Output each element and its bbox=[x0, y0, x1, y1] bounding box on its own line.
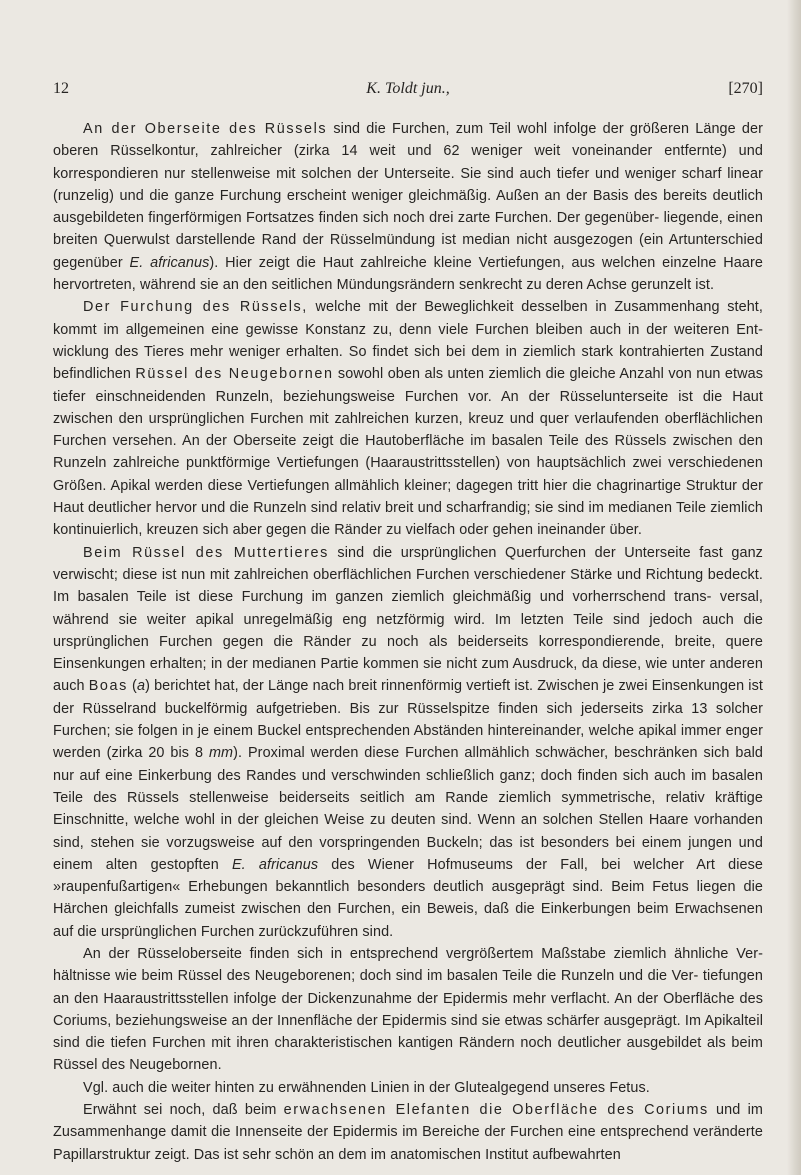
text-run: sind die ursprünglichen Querfurchen der Unterseite fast ganz verwischt; diese ist nun mit zahlreichen oberflächlichen Furchen verschiedener Stärke und Richtung bedeckt. Im basalen Teile ist diese Furchung im ganzen ziemlich gleichmäßig und vorherrschend trans- versal, während sie weiter apikal unregelmäßig eng netzförmig wird. Im letzten Teile sind jedoch auch die ursprünglichen Furchen gegen die Ränder zu noch als beiderseits korrespondierende, breite, quere Einsenkungen erhalten; in der medianen Partie kommen sie nicht zum Ausdruck, da diese, wie unter anderen auch bbox=[53, 544, 763, 695]
text-run: und im Zusammenhange damit die Innenseite der Epidermis im Bereiche der Furchen eine entsprechend veränderte Papillarstruktur zeigt. Das ist sehr schön an dem im anatomischen Institut aufbewahrten bbox=[53, 1102, 763, 1163]
italic-reference: a bbox=[136, 678, 146, 695]
text-run: An der Rüsseloberseite finden sich in entsprechend vergrößertem Maßstabe ziemlich ähnliche Ver- hältnisse wie beim Rüssel des Neugeborenen; doch sind im basalen Teile die Runzeln und die Ver- tiefungen an den Haaraustrittsstellen infolge der Dickenzunahme der Epidermis mehr verflacht. An der Oberfläche des Coriums, beziehungsweise an der Innenfläche der Epidermis sind sie etwas schärfer ausgeprägt. Im Apikalteil sind die tiefen Furchen mit ihren charakteristischen kantigen Rändern noch deutlicher ausgebildet als beim Rüssel des Neugebornen. bbox=[53, 945, 763, 1074]
running-head: K. Toldt jun., bbox=[366, 80, 450, 97]
italic-species: E. africanus bbox=[231, 856, 319, 873]
text-run: ) berichtet hat, der Länge nach breit rinnenförmig vertieft ist. Zwischen je zwei Einsenkungen ist der Rüsselrand buckelförmig aufgetrieben. Bis zur Rüsselspitze finden sich jederseits zirka 13 solcher Furchen; sie folgen in je einem Buckel entsprechenden Abständen hintereinander, welche apikal immer enger werden (zirka 20 bis 8 bbox=[53, 678, 763, 762]
text-run: sind die Furchen, zum Teil wohl infolge der größeren Länge der oberen Rüsselkontur, zahlreicher (zirka 14 weit und 62 weniger weit voneinander entfernte) und korrespondieren nur stellenweise mit solchen der Unterseite. Sie sind auch tiefer und weniger scharf linear (runzelig) und die ganze Furchung erscheint weniger gleichmäßig. Außen an der Basis des bereits deutlich ausgebildeten fingerförmigen Fortsatzes finden sich noch drei zarte Furchen. Der gegenüber- liegende, einen breiten Querwulst darstellende Rand der Rüsselmündung ist median nicht ausgezogen (ein Artunterschied gegenüber bbox=[53, 121, 764, 271]
spaced-emphasis: Rüssel des Neugebornen bbox=[135, 366, 334, 383]
paragraph-erwaehnt bbox=[53, 1099, 763, 1166]
text-run: welche mit der Beweglichkeit desselben in Zusammenhang steht, kommt im allgemeinen eine gewisse Konstanz zu, denn viele Furchen bleiben auch in der weiteren Ent- wicklung des Tieres mehr weniger erhalten. So findet sich bei dem in ziemlich stark kontrahierten Zustand befindlichen bbox=[53, 299, 763, 383]
original-page-number: [270] bbox=[728, 80, 763, 97]
page-header bbox=[53, 80, 763, 102]
paragraph-ruesseloberseite bbox=[53, 943, 763, 1077]
paragraph-oberseite bbox=[53, 118, 763, 296]
text-run: Vgl. auch die weiter hinten zu erwähnenden Linien in der Glutealgegend unseres Fetus. bbox=[83, 1079, 650, 1096]
paragraph-vgl bbox=[53, 1077, 763, 1099]
paragraph-furchung bbox=[53, 296, 763, 541]
spaced-emphasis: erwachsenen Elefanten die Oberfläche des Coriums bbox=[283, 1102, 709, 1119]
spaced-emphasis: Der Furchung des Rüssels, bbox=[83, 299, 308, 316]
body-text bbox=[53, 118, 763, 1166]
text-run: sowohl oben als unten ziemlich die gleiche Anzahl von nun etwas tiefer einschneidenden Runzeln, beziehungsweise Furchen vor. An der Rüsselunterseite ist die Haut zwischen den ursprünglichen Furchen mit zahlreichen kurzen, kreuz und quer verlaufenden oberflächlichen Furchen versehen. An der Oberseite zeigt die Hautoberfläche im basalen Teile des Rüssels zwischen den Runzeln zahlreiche punktförmige Vertiefungen (Haaraustrittsstellen) von hauptsächlich zwei verschiedenen Größen. Apikal werden diese Vertiefungen allmählich kleiner; dagegen tritt hier die chagrinartige Struktur der Haut deutlicher hervor und die Runzeln sind relativ breit und scharfrandig; sie sind im medianen Teile ziemlich kontinuierlich, kreuzen sich aber gegen die Ränder zu vielfach oder gehen ineinander über. bbox=[53, 366, 763, 539]
italic-species: E. africanus bbox=[129, 254, 210, 271]
text-run: ). Hier zeigt die Haut zahlreiche kleine Vertiefungen, aus welchen einzelne Haare hervortreten, während sie an den seitlichen Mündungsrändern senkrecht zu deren Achse gerunzelt ist. bbox=[53, 254, 764, 294]
paragraph-muttertier bbox=[53, 542, 763, 943]
italic-unit: mm bbox=[208, 745, 234, 762]
text-run: ). Proximal werden diese Furchen allmählich schwächer, beschränken sich bald nur auf eine Einkerbung des Randes und verschwinden schließlich ganz; doch finden sich auch im basalen Teile des Rüssels stellenweise beiderseits seitlich am Rande ziemlich symmetrische, relativ kräftige Einschnitte, welche wohl in der gleichen Weise zu deuten sind. Wenn an solchen Stellen Haare vorhanden sind, stehen sie vorzugsweise auf den vorspringenden Buckeln; das ist besonders bei einem jungen und einem alten gestopften bbox=[53, 745, 763, 873]
page-edge-shadow bbox=[787, 0, 801, 1175]
spaced-author: Boas bbox=[88, 678, 128, 695]
text-run: ( bbox=[127, 678, 137, 695]
text-run: Erwähnt sei noch, daß beim bbox=[83, 1102, 284, 1119]
text-run: des Wiener Hofmuseums der Fall, bei welcher Art diese »raupenfußartigen« Erhebungen bekanntlich besonders deutlich ausgeprägt sind. Beim Fetus liegen die Härchen gleichfalls zumeist zwischen den Furchen, ein Beweis, daß die Einkerbungen beim Erwachsenen auf die ursprünglichen Furchen zurückzuführen sind. bbox=[53, 856, 763, 940]
spaced-emphasis: An der Oberseite des Rüssels bbox=[83, 121, 328, 137]
page-number: 12 bbox=[53, 80, 69, 97]
spaced-emphasis: Beim Rüssel des Muttertieres bbox=[83, 544, 329, 561]
